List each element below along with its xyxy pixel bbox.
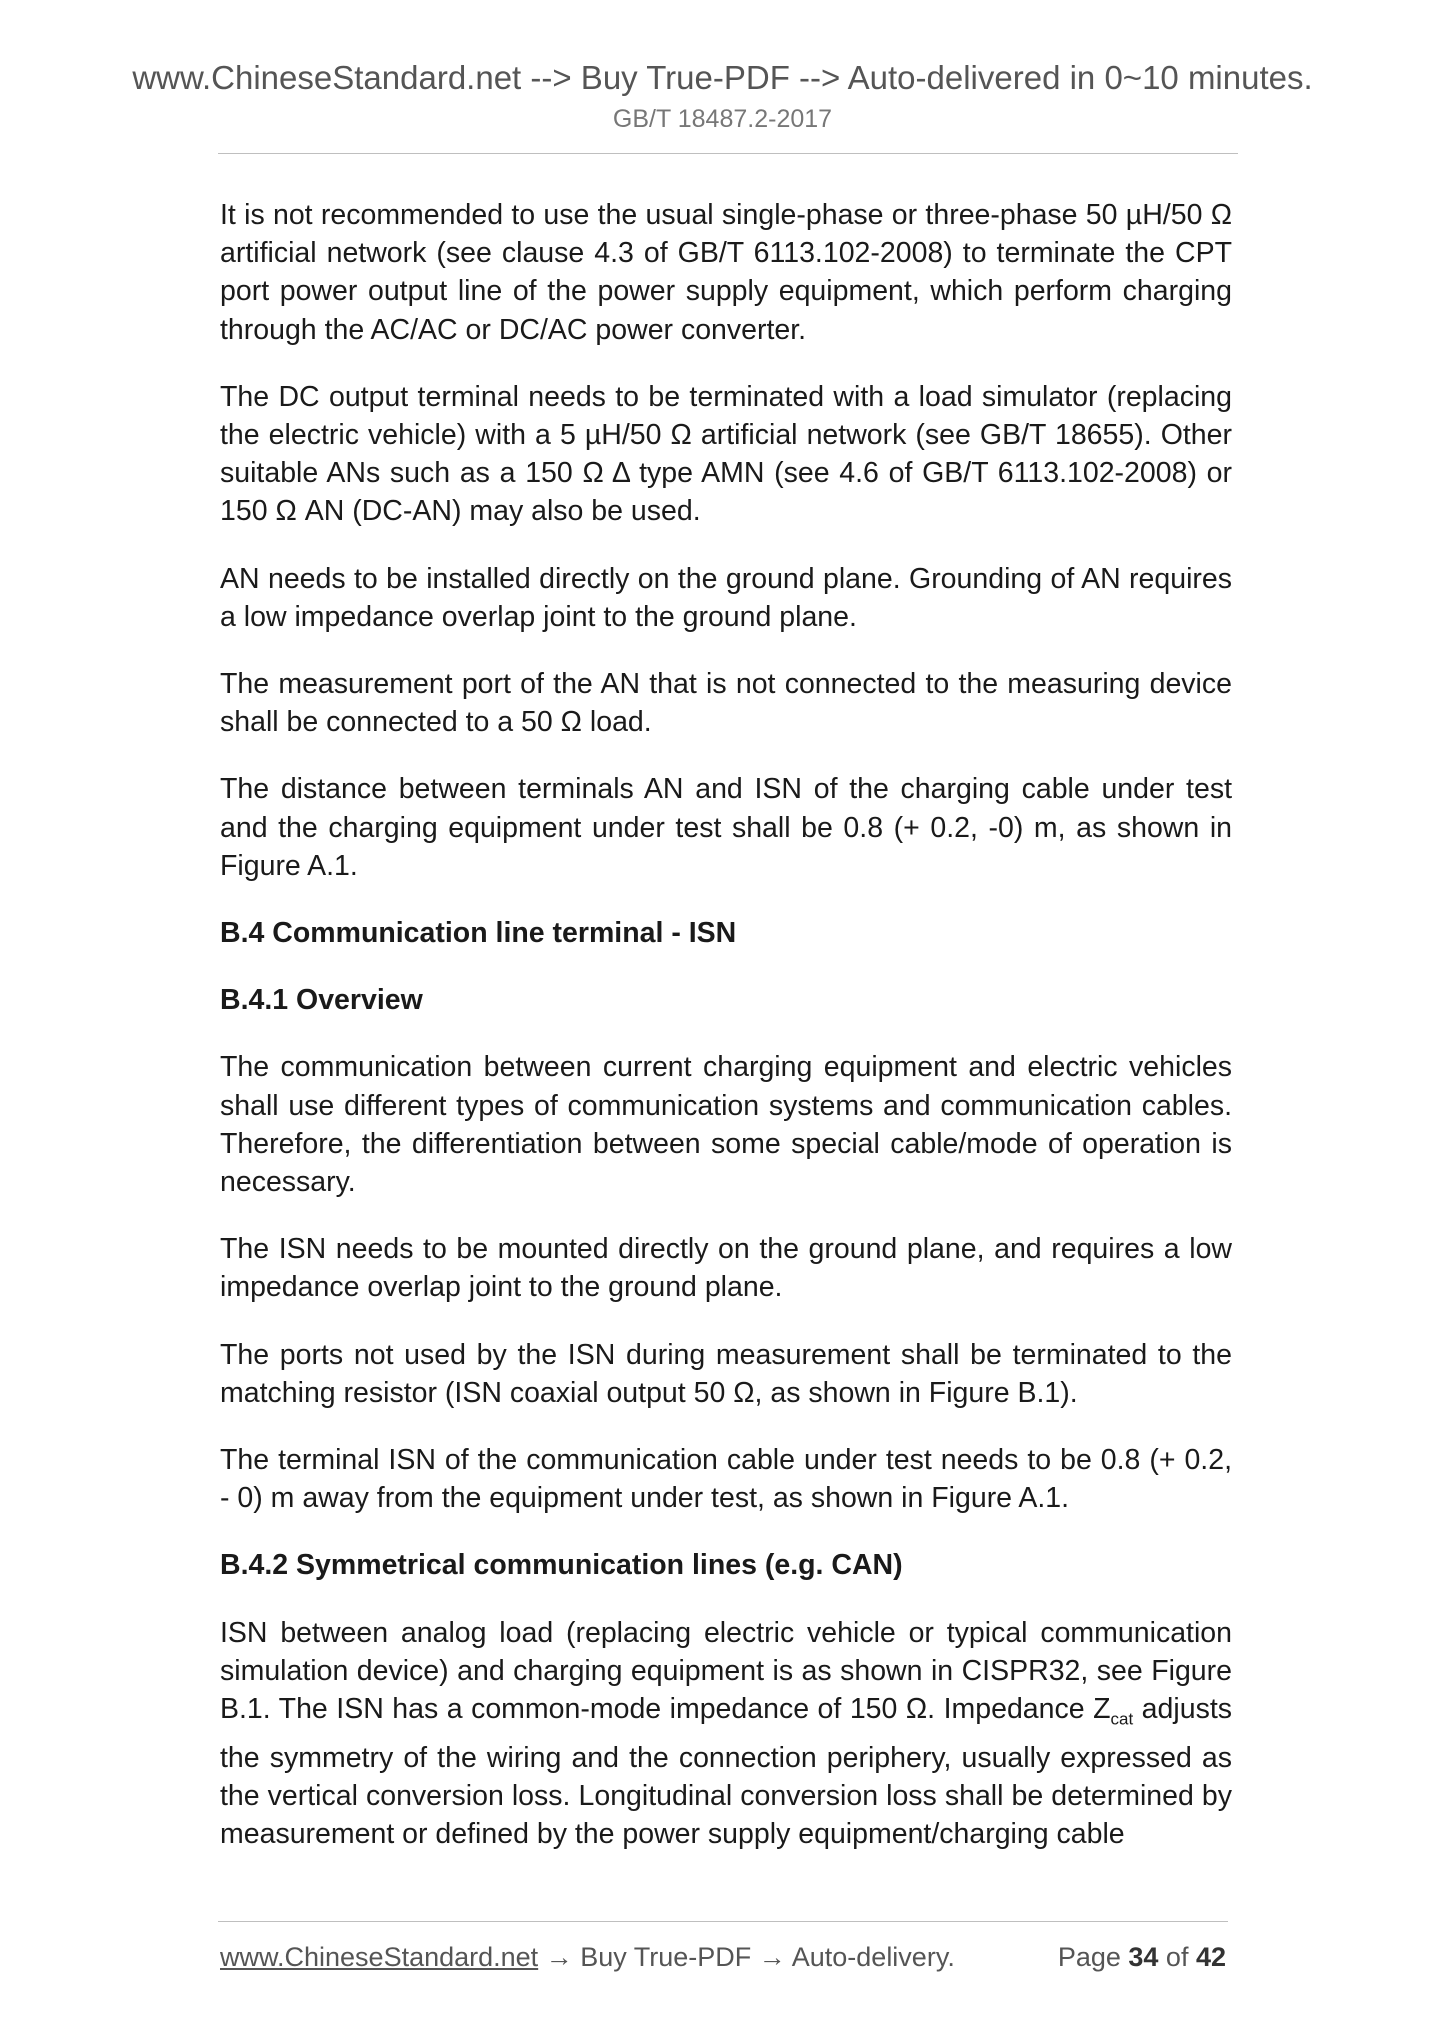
paragraph-communication-types: The communication between current charging equipment and electric vehicles shall use different types of communication systems and communication cables. Therefore, the differentiation between some special cable/mode of operation is necessary. <box>220 1051 1232 1199</box>
paragraph-isn-symmetrical <box>220 1614 1232 1854</box>
paragraph-isn-unused-ports: The ports not used by the ISN during measurement shall be terminated to the matching resistor (ISN coaxial output 50 Ω, as shown in Figure B.1). <box>220 1338 1232 1409</box>
heading-b42: B.4.2 Symmetrical communication lines (e.g. CAN) <box>220 1549 903 1582</box>
z-cat-subscript: cat <box>1110 1709 1134 1729</box>
footer-site-link[interactable]: www.ChineseStandard.net <box>220 1942 539 1972</box>
document-code: GB/T 18487.2-2017 <box>612 105 833 133</box>
paragraph-isn-distance: The terminal ISN of the communication cable under test needs to be 0.8 (+ 0.2, - 0) m away from the equipment under test, as shown in Figure A.1. <box>220 1444 1232 1515</box>
page-of-label: of <box>1158 1942 1196 1972</box>
paragraph-isn-mounting: The ISN needs to be mounted directly on the ground plane, and requires a low impedance overlap joint to the ground plane. <box>220 1233 1232 1304</box>
footer-promo <box>220 1940 955 1974</box>
paragraph-an-measurement-port: The measurement port of the AN that is not connected to the measuring device shall be connected to a 50 Ω load. <box>220 668 1232 739</box>
page-body <box>220 196 1232 1883</box>
paragraph-isn-symmetrical-part2: adjusts the symmetry of the wiring and the connection periphery, usually expressed as the vertical conversion loss. Longitudinal conversion loss shall be determined by measurement or defined by the power supply equipment/charging cable <box>220 1693 1232 1851</box>
header-banner: www.ChineseStandard.net --> Buy True-PDF --> Auto-delivered in 0~10 minutes. <box>132 59 1313 96</box>
paragraph-isn-symmetrical-part1: ISN between analog load (replacing electric vehicle or typical communication simulation device) and charging equipment is as shown in CISPR32, see Figure B.1. The ISN has a common-mode impedance of 150 Ω. Impedance Z <box>220 1616 1232 1726</box>
heading-b41: B.4.1 Overview <box>220 984 423 1017</box>
paragraph-an-installation: AN needs to be installed directly on the ground plane. Grounding of AN requires a low impedance overlap joint to the ground plane. <box>220 562 1232 633</box>
footer-tagline: → Buy True-PDF → Auto-delivery. <box>538 1942 955 1972</box>
header-divider <box>218 153 1238 154</box>
heading-b4: B.4 Communication line terminal - ISN <box>220 917 737 950</box>
page-label: Page <box>1057 1942 1129 1972</box>
footer-divider <box>218 1921 1228 1922</box>
paragraph-an-not-recommended: It is not recommended to use the usual single-phase or three-phase 50 µH/50 Ω artificial network (see clause 4.3 of GB/T 6113.102-2008) to terminate the CPT port power output line of the power supply equipment, which perform charging through the AC/AC or DC/AC power converter. <box>220 199 1232 346</box>
page-current: 34 <box>1128 1942 1159 1972</box>
paragraph-an-isn-distance: The distance between terminals AN and ISN of the charging cable under test and the charging equipment under test shall be 0.8 (+ 0.2, -0) m, as shown in Figure A.1. <box>220 773 1232 882</box>
page-total: 42 <box>1195 1942 1226 1972</box>
page-number <box>1058 1940 1226 1974</box>
paragraph-dc-output-terminal: The DC output terminal needs to be terminated with a load simulator (replacing the electric vehicle) with a 5 µH/50 Ω artificial network (see GB/T 18655). Other suitable ANs such as a 150 Ω Δ type AMN (see 4.6 of GB/T 6113.102-2008) or 150 Ω AN (DC-AN) may also be used. <box>220 380 1232 528</box>
